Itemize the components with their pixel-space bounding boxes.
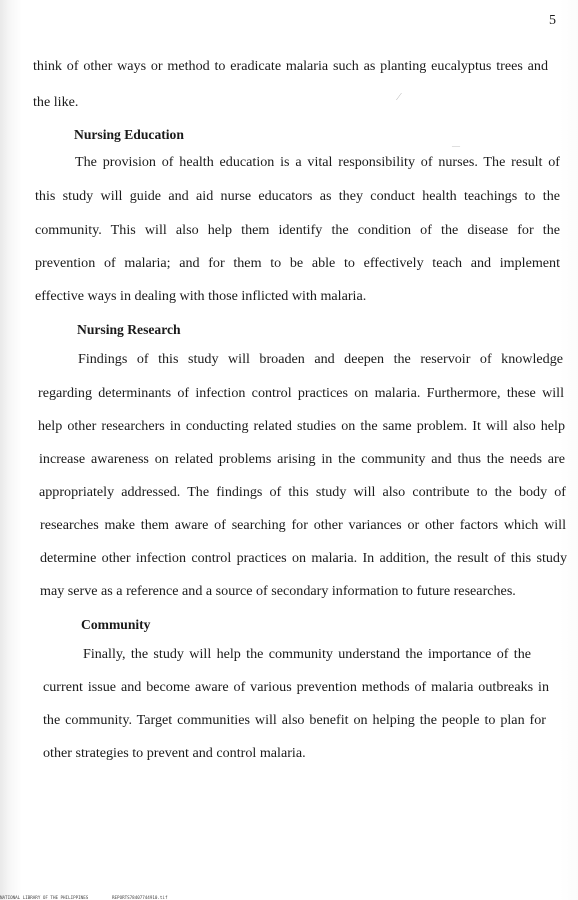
body-line: the community. Target communities will also benefit on helping the people to plan for xyxy=(43,712,546,728)
body-line: increase awareness on related problems arising in the community and thus the needs are xyxy=(39,451,565,467)
body-line: determine other infection control practices on malaria. In addition, the result of this study xyxy=(40,550,567,566)
section-heading-nursing-education: Nursing Education xyxy=(74,127,184,142)
body-line: prevention of malaria; and for them to be able to effectively teach and implement xyxy=(35,255,560,271)
body-line: appropriately addressed. The findings of this study will also contribute to the body of xyxy=(39,484,566,500)
body-line: think of other ways or method to eradicate malaria such as planting eucalyptus trees and xyxy=(33,58,548,74)
body-line: regarding determinants of infection control practices on malaria. Furthermore, these will xyxy=(38,385,564,401)
footer-library: NATIONAL LIBRARY OF THE PHILIPPINES xyxy=(0,895,89,900)
body-line: Findings of this study will broaden and deepen the reservoir of knowledge xyxy=(78,351,563,367)
body-line: researches make them aware of searching for other variances or other factors which will xyxy=(40,517,566,533)
body-line: this study will guide and aid nurse educators as they conduct health teachings to the xyxy=(35,188,560,204)
body-line: community. This will also help them identify the condition of the disease for the xyxy=(35,222,560,238)
section-heading-nursing-research: Nursing Research xyxy=(77,322,181,337)
body-line: may serve as a reference and a source of secondary information to future researches. xyxy=(40,583,516,599)
body-line: Finally, the study will help the community understand the importance of the xyxy=(83,646,531,662)
footer-file: REPORTS78407744910.tif xyxy=(112,895,168,900)
body-line: current issue and become aware of various prevention methods of malaria outbreaks in xyxy=(43,679,549,695)
section-heading-community: Community xyxy=(81,617,151,632)
body-line: effective ways in dealing with those inflicted with malaria. xyxy=(35,288,367,304)
body-line: the like. xyxy=(33,94,79,110)
page-number: 5 xyxy=(549,13,556,28)
stray-mark: ⁄ xyxy=(398,91,400,103)
body-line: The provision of health education is a vital responsibility of nurses. The result of xyxy=(75,154,560,170)
body-line: other strategies to prevent and control malaria. xyxy=(43,745,306,761)
stray-mark: — xyxy=(452,141,460,150)
body-line: help other researchers in conducting related studies on the same problem. It will also help xyxy=(38,418,565,434)
